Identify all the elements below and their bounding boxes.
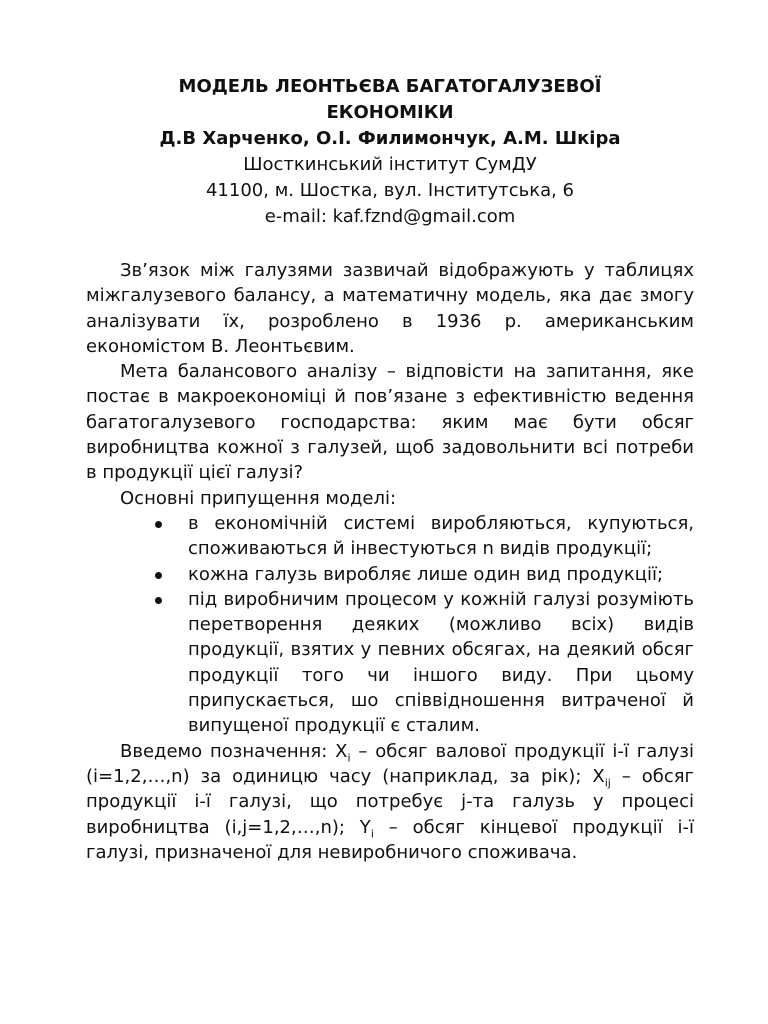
paper-page xyxy=(86,74,694,865)
subscript-i: i xyxy=(347,751,351,765)
assumptions-list xyxy=(86,511,694,739)
notation-text-1: Введемо позначення: X xyxy=(120,740,348,762)
email: e-mail: kaf.fznd@gmail.com xyxy=(264,206,516,227)
bullet-icon xyxy=(155,597,162,604)
notation-paragraph xyxy=(86,739,694,865)
notation-text-4: – обсяг кінцевої продукції i-ї галузі, призначеної для невиробничого споживача. xyxy=(86,816,694,863)
subscript-ij: ij xyxy=(604,776,611,790)
paragraph-1: Зв’язок між галузями зазвичай відображують у таблицях міжгалузевого балансу, а математичну модель, яка дає змогу аналізувати їх, розроблено в 1936 р. американським економістом В. Леонтьєвим. xyxy=(86,260,694,357)
notation-text-3: – обсяг продукції i-ї галузі, що потребує j-та галузь у процесі виробництва (i,j=1,2,…,n); Y xyxy=(86,765,694,838)
paragraph-3: Основні припущення моделі: xyxy=(120,487,397,509)
list-item-text: кожна галузь виробляє лише один вид продукції; xyxy=(188,563,664,585)
list-item xyxy=(188,562,694,587)
title-line-1: МОДЕЛЬ ЛЕОНТЬЄВА БАГАТОГАЛУЗЕВОЇ xyxy=(178,76,602,97)
bullet-icon xyxy=(155,572,162,579)
bullet-icon xyxy=(155,521,162,528)
address: 41100, м. Шостка, вул. Інститутська, 6 xyxy=(205,180,574,201)
paragraph-2: Мета балансового аналізу – відповісти на запитання, яке постає в макроекономіці й пов’язане з ефективністю ведення багатогалузевого господарства: яким має бути обсяг виробництва кожної з галузей, щоб задовольнити всі потреби в продукції цієї галузі? xyxy=(86,361,694,484)
list-item xyxy=(188,511,694,562)
list-item xyxy=(188,587,694,739)
list-item-text: в економічній системі виробляються, купуються, споживаються й інвестуються n видів продукції; xyxy=(188,512,694,560)
body-text xyxy=(86,258,694,865)
authors: Д.В Харченко, О.І. Филимончук, А.М. Шкіра xyxy=(159,128,621,149)
affiliation: Шосткинський інститут СумДУ xyxy=(243,154,537,175)
paper-title xyxy=(86,74,694,126)
subscript-i: i xyxy=(370,827,374,841)
list-item-text: під виробничим процесом у кожній галузі розуміють перетворення деяких (можливо всіх) видів продукції, взятих у певних обсягах, на деякий обсяг продукції того чи іншого виду. При цьому припускається, шо співвідношення витраченої й випущеної продукції є сталим. xyxy=(188,588,694,737)
notation-text-2: – обсяг валової продукції i-ї галузі (i=1,2,…,n) за одиницю часу (наприклад, за рік); X xyxy=(86,740,694,787)
title-line-2: ЕКОНОМІКИ xyxy=(326,102,454,123)
